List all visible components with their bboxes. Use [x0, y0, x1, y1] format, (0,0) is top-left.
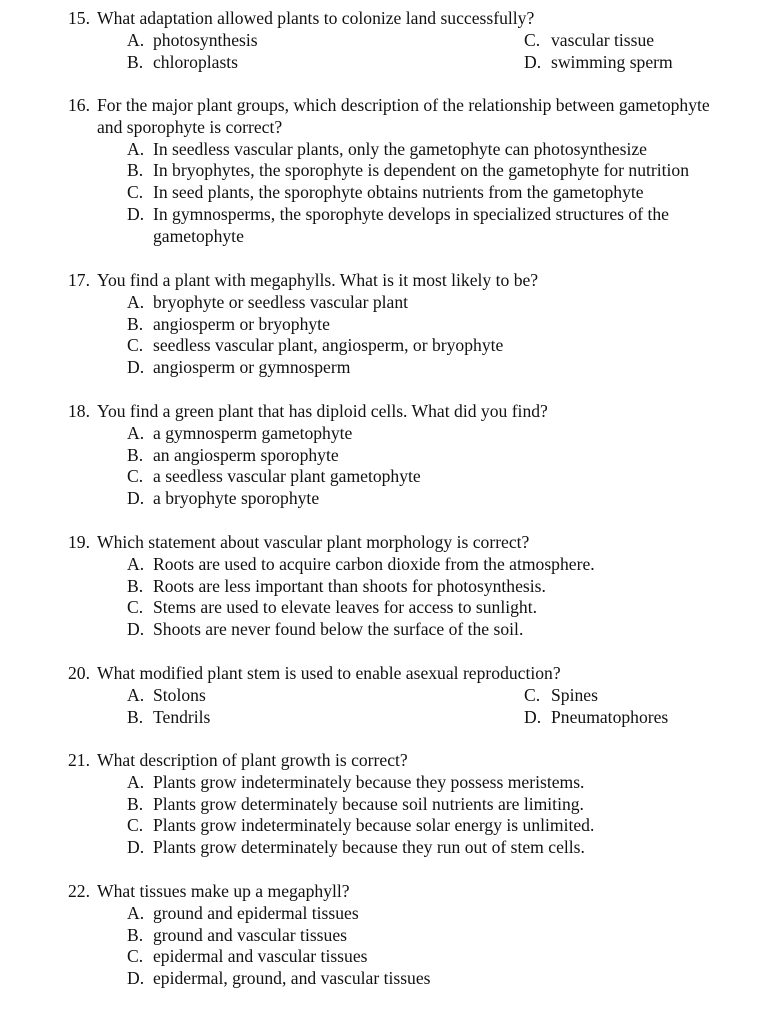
- option-letter: C.: [127, 815, 144, 836]
- option-text: epidermal and vascular tissues: [153, 946, 368, 967]
- option-text: swimming sperm: [551, 51, 673, 72]
- option-letter: A.: [127, 138, 145, 159]
- option-text: Tendrils: [153, 706, 211, 727]
- option-text: an angiosperm sporophyte: [153, 444, 339, 465]
- option-letter: A.: [127, 422, 145, 443]
- question-number: 19.: [68, 532, 90, 552]
- option-letter: B.: [127, 51, 144, 72]
- option-text: In gymnosperms, the sporophyte develops in specialized structures of the: [153, 204, 669, 224]
- option-letter: B.: [127, 575, 144, 596]
- option-letter: A.: [127, 29, 145, 50]
- option-text: Shoots are never found below the surface of the soil.: [153, 619, 524, 640]
- option-letter: D.: [127, 837, 145, 858]
- option-text: a bryophyte sporophyte: [153, 488, 320, 509]
- option-letter: C.: [127, 946, 144, 967]
- option-text: Plants grow determinately because soil nutrients are limiting.: [153, 793, 584, 814]
- option-text: a gymnosperm gametophyte: [153, 422, 353, 443]
- question-number: 18.: [68, 401, 90, 421]
- question-number: 20.: [68, 663, 90, 683]
- option-letter: D.: [127, 619, 145, 640]
- option-letter: B.: [127, 793, 144, 814]
- question-number: 15.: [68, 8, 90, 28]
- option-letter: C.: [524, 29, 541, 50]
- option-text: Roots are less important than shoots for photosynthesis.: [153, 575, 546, 596]
- option-letter: B.: [127, 444, 144, 465]
- option-text: gametophyte: [153, 225, 244, 246]
- option-letter: C.: [127, 466, 144, 487]
- option-text: Stolons: [153, 684, 206, 705]
- option-text: Pneumatophores: [551, 706, 669, 727]
- option-text: Plants grow determinately because they run out of stem cells.: [153, 837, 585, 858]
- option-letter: B.: [127, 706, 144, 727]
- option-letter: B.: [127, 924, 144, 945]
- option-letter: D.: [127, 968, 145, 989]
- question-stem: What modified plant stem is used to enable asexual reproduction?: [97, 663, 561, 683]
- option-letter: D.: [524, 51, 542, 72]
- option-text: epidermal, ground, and vascular tissues: [153, 968, 431, 989]
- question-number: 16.: [68, 95, 90, 115]
- option-text: Plants grow indeterminately because solar energy is unlimited.: [153, 815, 595, 836]
- option-letter: A.: [127, 291, 145, 312]
- option-letter: A.: [127, 553, 145, 574]
- option-letter: A.: [127, 684, 145, 705]
- option-letter: D.: [127, 204, 145, 224]
- question-stem: You find a plant with megaphylls. What is it most likely to be?: [97, 270, 539, 290]
- option-text: ground and epidermal tissues: [153, 902, 359, 923]
- question-stem: and sporophyte is correct?: [97, 116, 283, 137]
- option-text: Roots are used to acquire carbon dioxide from the atmosphere.: [153, 553, 595, 574]
- option-text: Plants grow indeterminately because they possess meristems.: [153, 771, 585, 792]
- question-stem: For the major plant groups, which description of the relationship between gametophyte: [97, 95, 710, 115]
- option-text: In bryophytes, the sporophyte is dependent on the gametophyte for nutrition: [153, 160, 690, 181]
- option-text: Spines: [551, 684, 598, 705]
- option-letter: D.: [127, 488, 145, 509]
- option-letter: A.: [127, 902, 145, 923]
- question-number: 21.: [68, 750, 90, 770]
- question-number: 17.: [68, 270, 90, 290]
- option-text: a seedless vascular plant gametophyte: [153, 466, 421, 487]
- question-stem: What description of plant growth is correct?: [97, 750, 408, 770]
- option-letter: A.: [127, 771, 145, 792]
- option-text: seedless vascular plant, angiosperm, or bryophyte: [153, 335, 504, 356]
- option-letter: C.: [127, 335, 144, 356]
- question-stem: What adaptation allowed plants to colonize land successfully?: [97, 8, 535, 28]
- question-stem: You find a green plant that has diploid cells. What did you find?: [97, 401, 548, 421]
- question-number: 22.: [68, 881, 90, 901]
- option-text: In seed plants, the sporophyte obtains nutrients from the gametophyte: [153, 182, 644, 203]
- option-letter: D.: [524, 706, 542, 727]
- option-text: In seedless vascular plants, only the gametophyte can photosynthesize: [153, 138, 647, 159]
- option-text: photosynthesis: [153, 29, 258, 50]
- option-letter: C.: [127, 182, 144, 203]
- option-letter: B.: [127, 313, 144, 334]
- option-letter: D.: [127, 357, 145, 378]
- option-letter: C.: [524, 684, 541, 705]
- option-text: vascular tissue: [551, 29, 655, 50]
- option-letter: B.: [127, 160, 144, 181]
- option-text: chloroplasts: [153, 51, 239, 72]
- option-letter: C.: [127, 597, 144, 618]
- option-text: ground and vascular tissues: [153, 924, 347, 945]
- question-stem: Which statement about vascular plant morphology is correct?: [97, 532, 530, 552]
- option-text: Stems are used to elevate leaves for access to sunlight.: [153, 597, 538, 618]
- question-stem: What tissues make up a megaphyll?: [97, 881, 350, 901]
- option-text: angiosperm or gymnosperm: [153, 357, 351, 378]
- option-text: bryophyte or seedless vascular plant: [153, 291, 409, 312]
- option-text: angiosperm or bryophyte: [153, 313, 330, 334]
